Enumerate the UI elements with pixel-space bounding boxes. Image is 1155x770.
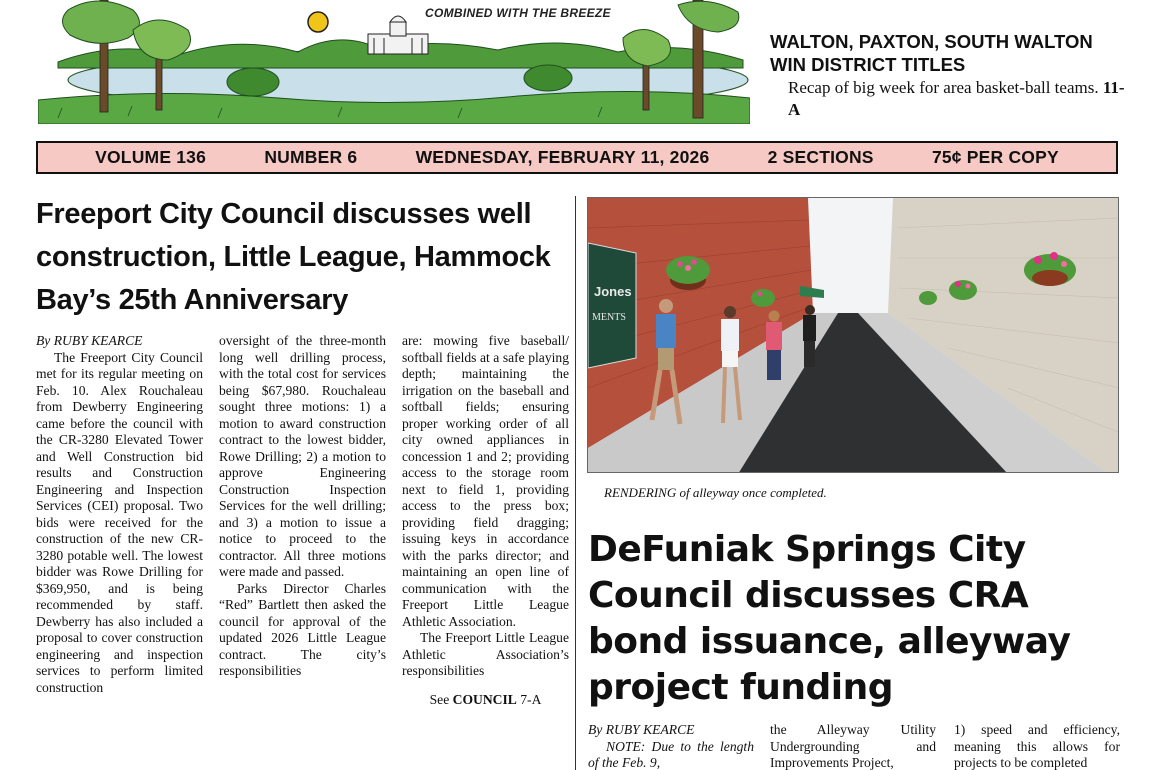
issue-date: WEDNESDAY, FEBRUARY 11, 2026 xyxy=(415,147,710,167)
price: 75¢ PER COPY xyxy=(931,147,1059,167)
defuniak-story-column-1 xyxy=(588,722,754,770)
issue-number: NUMBER 6 xyxy=(264,147,358,167)
see-label: See xyxy=(429,691,450,707)
freeport-story-column-3 xyxy=(402,333,569,708)
teaser-headline: WALTON, PAXTON, SOUTH WALTON WIN DISTRICT TITLES xyxy=(770,31,1093,75)
sign-text-2: MENTS xyxy=(592,312,626,323)
volume: VOLUME 136 xyxy=(95,147,207,167)
editor-note: NOTE: Due to the length of the Feb. 9, xyxy=(588,738,754,770)
see-page: 7-A xyxy=(520,691,542,707)
defuniak-story-column-3 xyxy=(954,722,1120,770)
defuniak-story-column-2 xyxy=(770,722,936,770)
story-paragraph: Parks Director Charles “Red” Bartlett then asked the council for approval of the updated 2026 Little League contract. The city’s responsibilities xyxy=(219,580,386,678)
alleyway-rendering-photo xyxy=(587,197,1119,473)
story-paragraph: 1) speed and efficiency, meaning this allows for projects to be completed xyxy=(954,722,1120,770)
freeport-story-column-2 xyxy=(219,333,386,680)
story-paragraph: are: mowing five baseball/ softball fields at a safe playing depth; maintaining the irrigation on the baseball and softball fields; ensuring proper working order of all city owned appliances in concession 1 and 2; providing access to the storage room next to field 1, providing access to the press box; providing field dragging; issuing keys in accordance with the parks director; and maintaining an open line of communication with the Freeport Little League Athletic Association. xyxy=(402,333,569,629)
teaser-summary: Recap of big week for area basket-ball teams. xyxy=(788,78,1099,97)
jump-link[interactable] xyxy=(402,692,569,709)
issue-banner xyxy=(36,141,1118,174)
alleyway-illustration xyxy=(588,198,1119,473)
teaser-text xyxy=(770,77,1130,121)
masthead-tagline: COMBINED WITH THE BREEZE xyxy=(425,6,611,20)
sign-text-1: Jones xyxy=(594,284,632,299)
sections-count: 2 SECTIONS xyxy=(767,147,874,167)
masthead-landscape xyxy=(38,0,750,124)
photo-caption: RENDERING of alleyway once completed. xyxy=(604,485,827,500)
defuniak-story-headline[interactable]: DeFuniak Springs City Council discusses CRA bond issuance, alleyway project funding xyxy=(588,529,1071,708)
story-paragraph: the Alleyway Utility Undergrounding and Improvements Project, xyxy=(770,722,936,770)
byline: By RUBY KEARCE xyxy=(588,722,695,737)
story-paragraph: The Freeport Little League Athletic Association’s responsibilities xyxy=(402,630,569,678)
teaser-page-ref: 11-A xyxy=(788,78,1125,119)
masthead-illustration xyxy=(38,0,750,124)
story-paragraph: oversight of the three-month long well drilling process, with the total cost for services being $67,980. Rouchaleau sought three motions: 1) a motion to award construction contract to the lowest bidder, Rowe Drilling; 2) a motion to approve Engineering Construction Inspection Services for the well drilling; and 3) a motion to issue a notice to proceed to the contractor. All three motions were made and passed. xyxy=(219,333,386,579)
freeport-story-headline[interactable]: Freeport City Council discusses well construction, Little League, Hammock Bay’s 25th Anniversary xyxy=(36,198,551,316)
see-ref: COUNCIL xyxy=(452,691,517,707)
byline: By RUBY KEARCE xyxy=(36,333,143,348)
freeport-story-column-1 xyxy=(36,333,203,696)
column-divider xyxy=(575,196,576,770)
sports-teaser[interactable] xyxy=(770,30,1130,121)
story-paragraph: The Freeport City Council met for its regular meeting on Feb. 10. Alex Rouchaleau from Dewberry Engineering came before the council with the CR-3280 Elevated Tower and Well Construction bid results and Construction Engineering and Inspection Services (CEI) proposal. Two bids were received for the construction of the new CR-3280 potable well. The lowest bidder was Rowe Drilling for $369,950, and is being recommended by staff. Dewberry has also included a proposal to cover construction engineering and inspection services to perform limited construction xyxy=(36,349,203,695)
